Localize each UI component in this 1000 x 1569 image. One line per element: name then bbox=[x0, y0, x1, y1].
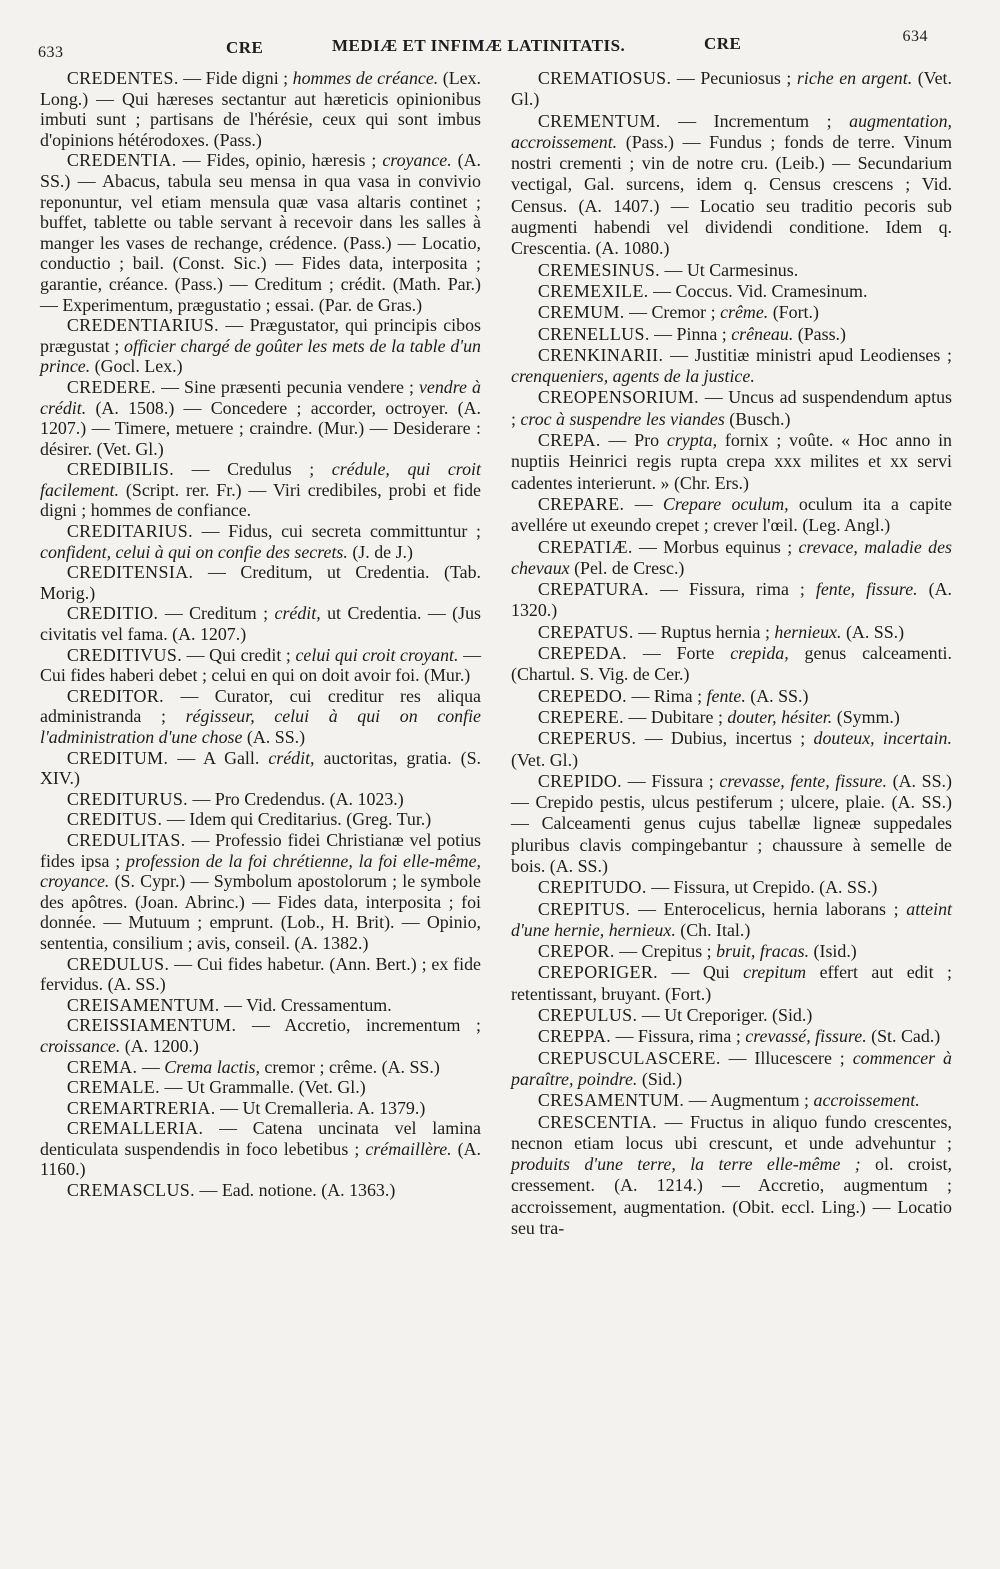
dictionary-entry bbox=[40, 1057, 481, 1078]
entry-headword: CREDENTES. bbox=[66, 68, 179, 88]
entry-headword: CRENELLUS. bbox=[537, 323, 650, 344]
entry-definition: — Rima ; bbox=[627, 685, 707, 706]
entry-french-gloss: crémaillère. bbox=[365, 1138, 452, 1159]
entry-headword: CREPULUS. bbox=[537, 1005, 638, 1026]
entry-definition: — Incrementum ; bbox=[660, 110, 850, 131]
text-columns bbox=[40, 68, 952, 1519]
entry-continuation: (A. 1508.) — Concedere ; accorder, octroyer. (A. 1207.) — Timere, metuere ; craindre. (Mur.) — Desiderare : désirer. (Vet. Gl.) bbox=[40, 397, 481, 459]
dictionary-entry bbox=[40, 1118, 481, 1180]
entry-headword: CREDITUM. bbox=[66, 747, 169, 768]
entry-continuation: (St. Cad.) bbox=[866, 1026, 941, 1047]
entry-definition: — Morbus equinus ; bbox=[632, 536, 799, 557]
dictionary-entry bbox=[40, 686, 481, 748]
entry-headword: CREDITURUS. bbox=[66, 788, 189, 809]
entry-headword: CREISSIAMENTUM. bbox=[66, 1015, 237, 1036]
entry-french-gloss: profession de la foi chrétienne, la foi elle-même, croyance. bbox=[40, 850, 481, 892]
entry-french-gloss: crepitum bbox=[743, 962, 807, 983]
entry-french-gloss: crédit, bbox=[274, 603, 321, 624]
dictionary-entry bbox=[40, 645, 481, 686]
entry-continuation: (A. 1160.) bbox=[40, 1138, 482, 1180]
entry-definition: — Sine præsenti pecunia vendere ; bbox=[156, 376, 419, 397]
entry-continuation: genus calceamenti. (Chartul. S. Vig. de Cer.) bbox=[511, 643, 952, 685]
entry-headword: CREMA. bbox=[66, 1056, 138, 1077]
entry-headword: CREPARE. bbox=[537, 493, 625, 514]
entry-continuation: (A. SS.) bbox=[107, 974, 166, 995]
entry-definition: — Ut Grammalle. bbox=[160, 1077, 299, 1098]
entry-headword: CREDITENSIA. bbox=[66, 562, 194, 583]
dictionary-entry bbox=[40, 1015, 481, 1056]
entry-french-gloss: fente, fissure. bbox=[815, 579, 918, 600]
entry-french-gloss: crepida, bbox=[730, 643, 789, 664]
entry-continuation: effert aut edit ; retentissant, bruyant. (Fort.) bbox=[511, 962, 952, 1004]
entry-french-gloss: douter, hésiter. bbox=[727, 706, 833, 727]
entry-headword: CREDULUS. bbox=[66, 953, 170, 974]
entry-definition: — Fructus in aliquo fundo crescentes, necnon etiam locus ubi crescunt, et unde advehuntur ; bbox=[511, 1111, 952, 1153]
entry-headword: CREPA. bbox=[537, 430, 601, 451]
entry-continuation: (Sid.) bbox=[772, 1005, 813, 1026]
entry-french-gloss: croc à suspendre les viandes bbox=[520, 408, 725, 429]
entry-headword: CREMUM. bbox=[537, 302, 625, 323]
entry-headword: CREPITUS. bbox=[537, 898, 631, 919]
entry-headword: CREISAMENTUM. bbox=[66, 994, 220, 1015]
entry-headword: CREMENTUM. bbox=[537, 110, 661, 131]
entry-definition: — Fissura, ut Crepido. bbox=[646, 877, 820, 898]
entry-continuation: (Lex. Long.) — Qui hæreses sectantur aut hæreticis opinionibus imbuti sunt ; partisans de l'hérésie, ceux qui sont imbus d'opinions hétérodoxes. (Pass.) bbox=[40, 68, 481, 150]
entry-definition: — Pecuniosus ; bbox=[671, 68, 797, 88]
entry-french-gloss: crevasse, fente, fissure. bbox=[719, 770, 887, 791]
entry-definition: — Qui bbox=[658, 962, 744, 983]
entry-definition: — Augmentum ; bbox=[684, 1090, 814, 1111]
entry-continuation: (Ch. Ital.) bbox=[675, 919, 751, 940]
entry-definition: — Justitiæ ministri apud Leodienses ; bbox=[663, 344, 952, 365]
entry-french-gloss: crenqueniers, agents de la justice. bbox=[511, 366, 755, 387]
entry-continuation: (Fort.) bbox=[768, 302, 819, 323]
entry-continuation: (A. 1320.) bbox=[511, 579, 952, 621]
entry-definition: — bbox=[624, 493, 663, 514]
entry-french-gloss: crédit, bbox=[268, 747, 315, 768]
entry-continuation: (Pass.) bbox=[793, 323, 846, 344]
entry-french-gloss: douteux, incertain. bbox=[813, 728, 952, 749]
entry-continuation: ut Credentia. — (Jus civitatis vel fama. (A. 1207.) bbox=[40, 603, 481, 645]
entry-definition: — Fide digni ; bbox=[178, 68, 293, 88]
entry-headword: CREPORIGER. bbox=[537, 962, 659, 983]
entry-continuation: (S. Cypr.) — Symbolum apostolorum ; le symbole des apôtres. (Joan. Abrinc.) — Fides data, interposita ; foi donnée. — Mutuum ; emprunt. (Lob., H. Brit). — Opinio, sententia, consilium ; avis, conseil. (A. 1382.) bbox=[40, 871, 481, 953]
entry-continuation: (Gocl. Lex.) bbox=[90, 356, 183, 377]
dictionary-entry bbox=[511, 622, 952, 643]
entry-french-gloss: régisseur, celui à qui on confie l'administration d'une chose bbox=[40, 706, 481, 747]
dictionary-entry bbox=[511, 771, 952, 877]
dictionary-entry bbox=[40, 809, 481, 830]
entry-definition: — Forte bbox=[627, 643, 731, 664]
entry-definition: — A Gall. bbox=[168, 747, 269, 768]
entry-french-gloss: celui qui croit croyant. bbox=[295, 644, 459, 665]
entry-definition: — Fidus, cui secreta committuntur ; bbox=[192, 521, 481, 542]
entry-french-gloss: croyance. bbox=[382, 150, 452, 171]
entry-french-gloss: vendre à crédit. bbox=[40, 376, 481, 418]
dictionary-entry bbox=[511, 430, 952, 494]
right-column bbox=[511, 68, 952, 1519]
entry-headword: CREDITUS. bbox=[66, 809, 163, 830]
dictionary-entry bbox=[511, 579, 952, 622]
entry-continuation: (Sid.) bbox=[637, 1068, 683, 1089]
entry-definition: — bbox=[137, 1056, 165, 1077]
dictionary-entry bbox=[511, 345, 952, 388]
entry-definition: — Illucescere ; bbox=[720, 1047, 853, 1068]
entry-definition: — Crepitus ; bbox=[614, 941, 717, 962]
dictionary-entry bbox=[511, 643, 952, 686]
dictionary-entry bbox=[40, 315, 481, 377]
entry-definition: — Creditum, ut Credentia. bbox=[193, 562, 444, 583]
entry-french-gloss: riche en argent. bbox=[796, 68, 913, 88]
entry-definition: — Ut Cremalleria. bbox=[215, 1097, 358, 1118]
entry-continuation: (A. 1023.) bbox=[329, 788, 404, 809]
entry-definition: — Qui credit ; bbox=[182, 644, 296, 665]
entry-headword: CREPEDO. bbox=[537, 685, 628, 706]
entry-definition: — Cui fides habetur. (Ann. Bert.) ; ex fide fervidus. bbox=[40, 953, 481, 995]
dictionary-entry bbox=[40, 1077, 481, 1098]
entry-continuation: (A. SS.) bbox=[819, 877, 878, 898]
dictionary-entry bbox=[40, 377, 481, 459]
entry-headword: CREMASCLUS. bbox=[66, 1180, 196, 1201]
entry-french-gloss: officier chargé de goûter les mets de la table d'un prince. bbox=[40, 335, 481, 377]
entry-headword: CREMALLERIA. bbox=[66, 1118, 204, 1139]
dictionary-entry bbox=[511, 111, 952, 260]
entry-continuation: (A. SS.) bbox=[745, 685, 809, 706]
entry-definition: — Ead. notione. bbox=[195, 1180, 322, 1201]
entry-continuation: A. 1379.) bbox=[357, 1097, 426, 1118]
dictionary-entry bbox=[511, 707, 952, 728]
entry-continuation: (Pel. de Cresc.) bbox=[569, 557, 685, 578]
entry-headword: CREPIDO. bbox=[537, 770, 623, 791]
entry-french-gloss: croissance. bbox=[40, 1035, 121, 1056]
running-title: MEDIÆ ET INFIMÆ LATINITATIS. bbox=[332, 36, 626, 55]
dictionary-entry bbox=[40, 603, 481, 644]
entry-continuation: (Vet. Gl.) bbox=[298, 1077, 366, 1098]
entry-headword: CREMEXILE. bbox=[537, 280, 649, 301]
dictionary-entry bbox=[511, 324, 952, 345]
dictionary-entry bbox=[511, 877, 952, 898]
entry-continuation: (Isid.) bbox=[809, 941, 857, 962]
entry-continuation: (Vet. Gl.) bbox=[511, 749, 579, 770]
entry-continuation: (Script. rer. Fr.) — Viri credibiles, probi et fide digni ; hommes de confiance. bbox=[40, 479, 481, 521]
entry-headword: CREDITARIUS. bbox=[66, 521, 193, 542]
entry-definition: — Catena uncinata vel lamina denticulata suspendendis in foco lebetibus ; bbox=[40, 1118, 481, 1159]
entry-definition: — Credulus ; bbox=[174, 459, 332, 480]
entry-headword: CREPATURA. bbox=[537, 579, 650, 600]
entry-definition: — Dubius, incertus ; bbox=[636, 728, 814, 749]
entry-french-gloss: hernieux. bbox=[774, 621, 842, 642]
entry-french-gloss: atteint d'une hernie, hernieux. bbox=[511, 898, 952, 940]
entry-french-gloss: Crepare oculum, bbox=[662, 493, 789, 514]
dictionary-entry bbox=[511, 281, 952, 302]
entry-definition: — Vid. Cressamentum. bbox=[219, 994, 392, 1015]
running-header bbox=[38, 30, 928, 60]
entry-french-gloss: crevassé, fissure. bbox=[745, 1026, 867, 1047]
entry-headword: CREDERE. bbox=[66, 376, 157, 397]
entry-continuation: — Cui fides haberi debet ; celui en qui on doit avoir foi. (Mur.) bbox=[40, 644, 481, 686]
dictionary-entry bbox=[40, 748, 481, 789]
entry-definition: — Coccus. Vid. Cramesinum. bbox=[648, 280, 868, 301]
entry-definition: — Pro bbox=[600, 430, 667, 451]
entry-continuation: (A. 1363.) bbox=[321, 1180, 396, 1201]
entry-headword: CREDULITAS. bbox=[66, 829, 186, 850]
entry-french-gloss: bruit, fracas. bbox=[716, 941, 810, 962]
entry-definition: — Cremor ; bbox=[624, 302, 721, 323]
entry-headword: CREPATUS. bbox=[537, 621, 634, 642]
dictionary-entry bbox=[40, 150, 481, 315]
entry-headword: CREOPENSORIUM. bbox=[537, 387, 700, 408]
entry-continuation: (A. 1200.) bbox=[120, 1035, 199, 1056]
entry-french-gloss: crêneau. bbox=[731, 323, 794, 344]
entry-continuation: (A. SS.) bbox=[242, 727, 306, 747]
entry-french-gloss: crypta, bbox=[666, 430, 718, 451]
entry-french-gloss: accroissement. bbox=[813, 1090, 920, 1111]
entry-headword: CREPUSCULASCERE. bbox=[537, 1047, 721, 1068]
entry-headword: CREDITIO. bbox=[66, 603, 159, 624]
entry-french-gloss: crême. bbox=[720, 302, 769, 323]
entry-continuation: (J. de J.) bbox=[347, 541, 413, 562]
page-number-left: 633 bbox=[38, 44, 64, 61]
entry-definition: — Enterocelicus, hernia laborans ; bbox=[630, 898, 907, 919]
entry-french-gloss: crevace, maladie des chevaux bbox=[511, 536, 952, 578]
entry-continuation: (Busch.) bbox=[724, 408, 791, 429]
entry-headword: CREDITOR. bbox=[66, 685, 165, 706]
entry-french-gloss: fente. bbox=[706, 685, 746, 706]
entry-definition: — Pinna ; bbox=[649, 323, 732, 344]
entry-headword: CREMALE. bbox=[66, 1077, 160, 1098]
entry-continuation: (A. SS.) bbox=[841, 621, 905, 642]
entry-headword: CREPEDA. bbox=[537, 643, 628, 664]
entry-definition: — Fides, opinio, hæresis ; bbox=[176, 150, 383, 171]
entry-continuation: fornix ; voûte. « Hoc anno in nuptiis Heinrici regis rupta crepa xxx milites et xx servi cadentes interierunt. » (Chr. Ers.) bbox=[511, 430, 952, 493]
entry-continuation: ol. croist, cressement. (A. 1214.) — Accretio, augmentum ; accroissement, augmentation. (Obit. eccl. Ling.) — Locatio seu tra- bbox=[511, 1154, 952, 1239]
entry-headword: CREPERUS. bbox=[537, 728, 637, 749]
entry-french-gloss: commencer à paraître, poindre. bbox=[511, 1047, 952, 1089]
entry-continuation: (Pass.) — Fundus ; fonds de terre. Vinum nostri crementi ; vin de notre cru. (Leib.) — Secundarium vectigal, Gal. surcens, idem q. Census crescens ; Vid. Census. (A. 1407.) — Locatio seu traditio pecoris sub augmenti habendi vel dividendi conditione. Idem q. Crescentia. (A. 1080.) bbox=[511, 131, 952, 259]
dictionary-entry bbox=[511, 686, 952, 707]
entry-headword: CRESAMENTUM. bbox=[537, 1090, 685, 1111]
dictionary-entry bbox=[511, 387, 952, 430]
entry-definition: — Ut Carmesinus. bbox=[660, 259, 799, 280]
entry-definition: — Accretio, incrementum ; bbox=[236, 1015, 481, 1036]
entry-definition: — Dubitare ; bbox=[624, 706, 728, 727]
dictionary-entry bbox=[511, 260, 952, 281]
dictionary-entry bbox=[40, 830, 481, 954]
dictionary-entry bbox=[511, 537, 952, 580]
dictionary-entry bbox=[511, 1026, 952, 1047]
dictionary-entry bbox=[40, 1098, 481, 1119]
entry-definition: — Idem qui Creditarius. bbox=[162, 809, 347, 830]
entry-continuation: cremor ; crême. (A. SS.) bbox=[259, 1056, 440, 1077]
entry-headword: CREPITUDO. bbox=[537, 877, 647, 898]
entry-headword: CREDENTIA. bbox=[66, 150, 177, 171]
entry-definition: — Curator, cui creditur res aliqua administranda ; bbox=[40, 685, 481, 727]
left-column bbox=[40, 68, 485, 1519]
running-word-right: CRE bbox=[704, 34, 742, 53]
entry-definition: — Fissura, rima ; bbox=[611, 1026, 746, 1047]
entry-french-gloss: crédule, qui croit facilement. bbox=[40, 459, 481, 500]
dictionary-entry bbox=[40, 789, 481, 810]
entry-headword: CREMATIOSUS. bbox=[537, 68, 672, 88]
entry-definition: — Uncus ad suspendendum aptus ; bbox=[511, 387, 952, 429]
running-word-left: CRE bbox=[226, 38, 264, 57]
entry-headword: CREPPA. bbox=[537, 1026, 612, 1047]
entry-definition: — Fissura ; bbox=[622, 770, 720, 791]
entry-french-gloss: Crema lactis, bbox=[164, 1056, 260, 1077]
entry-headword: CREMARTRERIA. bbox=[66, 1097, 216, 1118]
dictionary-entry bbox=[511, 302, 952, 323]
dictionary-entry bbox=[511, 1005, 952, 1026]
entry-headword: CREPATIÆ. bbox=[537, 536, 633, 557]
entry-headword: CRESCENTIA. bbox=[537, 1111, 658, 1132]
dictionary-entry bbox=[40, 1180, 481, 1201]
dictionary-entry bbox=[511, 941, 952, 962]
entry-continuation: (Vet. Gl.) bbox=[511, 68, 952, 110]
entry-definition: — Prægustator, qui principis cibos prægustat ; bbox=[40, 315, 481, 356]
entry-headword: CREPERE. bbox=[537, 706, 625, 727]
dictionary-entry bbox=[511, 728, 952, 771]
entry-headword: CREDIBILIS. bbox=[66, 459, 175, 480]
dictionary-entry bbox=[511, 1112, 952, 1240]
entry-continuation: oculum ita a capite avellére ut exeundo crepet ; crever l'œil. (Leg. Angl.) bbox=[511, 493, 952, 536]
entry-continuation: (Greg. Tur.) bbox=[346, 809, 432, 830]
entry-headword: CREPOR. bbox=[537, 941, 615, 962]
entry-definition: — Creditum ; bbox=[158, 603, 275, 624]
page-number-right: 634 bbox=[902, 28, 928, 45]
entry-definition: — Ut Creporiger. bbox=[637, 1005, 773, 1026]
entry-definition: — Fissura, rima ; bbox=[649, 579, 816, 600]
dictionary-entry bbox=[40, 459, 481, 521]
dictionary-entry bbox=[511, 1048, 952, 1091]
entry-continuation: (Tab. Morig.) bbox=[40, 562, 481, 603]
dictionary-entry bbox=[40, 995, 481, 1016]
entry-french-gloss: produits d'une terre, la terre elle-même ; bbox=[511, 1154, 861, 1175]
entry-headword: CREDITIVUS. bbox=[66, 644, 183, 665]
dictionary-entry bbox=[40, 954, 481, 995]
entry-headword: CRENKINARII. bbox=[537, 344, 664, 365]
entry-french-gloss: hommes de créance. bbox=[292, 68, 439, 88]
entry-definition: — Ruptus hernia ; bbox=[633, 621, 775, 642]
dictionary-entry bbox=[511, 1090, 952, 1111]
entry-definition: — Pro Credendus. bbox=[188, 788, 330, 809]
entry-headword: CREMESINUS. bbox=[537, 259, 661, 280]
entry-continuation: (Symm.) bbox=[832, 706, 900, 727]
dictionary-entry bbox=[511, 494, 952, 537]
dictionary-entry bbox=[511, 68, 952, 111]
entry-french-gloss: augmentation, accroissement. bbox=[511, 110, 952, 152]
entry-continuation: (A. SS.) — Abacus, tabula seu mensa in qua vasa in convivio reponuntur, vel etiam mensula quæ vasa altaris continet ; buffet, tablette ou table servant à recevoir dans les salles à manger les vases de rechange, crédence. (Pass.) — Locatio, conductio ; bail. (Const. Sic.) — Fides data, interposita ; garantie, créance. (Pass.) — Creditum ; crédit. (Math. Par.) — Experimentum, prægustatio ; essai. (Par. de Gras.) bbox=[40, 150, 481, 315]
entry-definition: — Professio fidei Christianæ vel potius fides ipsa ; bbox=[40, 829, 481, 871]
entry-continuation: (A. SS.) — Crepido pestis, ulcus pestiferum ; ulcere, plaie. (A. SS.) — Calceamenti genus cujus tabellæ ligneæ suppedales pluribus clavis compingebantur ; chaussure à semelle de bois. (A. SS.) bbox=[511, 770, 952, 876]
dictionary-entry bbox=[511, 899, 952, 942]
dictionary-entry bbox=[511, 962, 952, 1005]
dictionary-entry bbox=[40, 562, 481, 603]
entry-french-gloss: confident, celui à qui on confie des secrets. bbox=[40, 541, 348, 562]
dictionary-entry bbox=[40, 521, 481, 562]
dictionary-entry bbox=[40, 68, 481, 150]
entry-headword: CREDENTIARIUS. bbox=[66, 315, 220, 336]
entry-continuation: auctoritas, gratia. (S. XIV.) bbox=[40, 747, 481, 789]
